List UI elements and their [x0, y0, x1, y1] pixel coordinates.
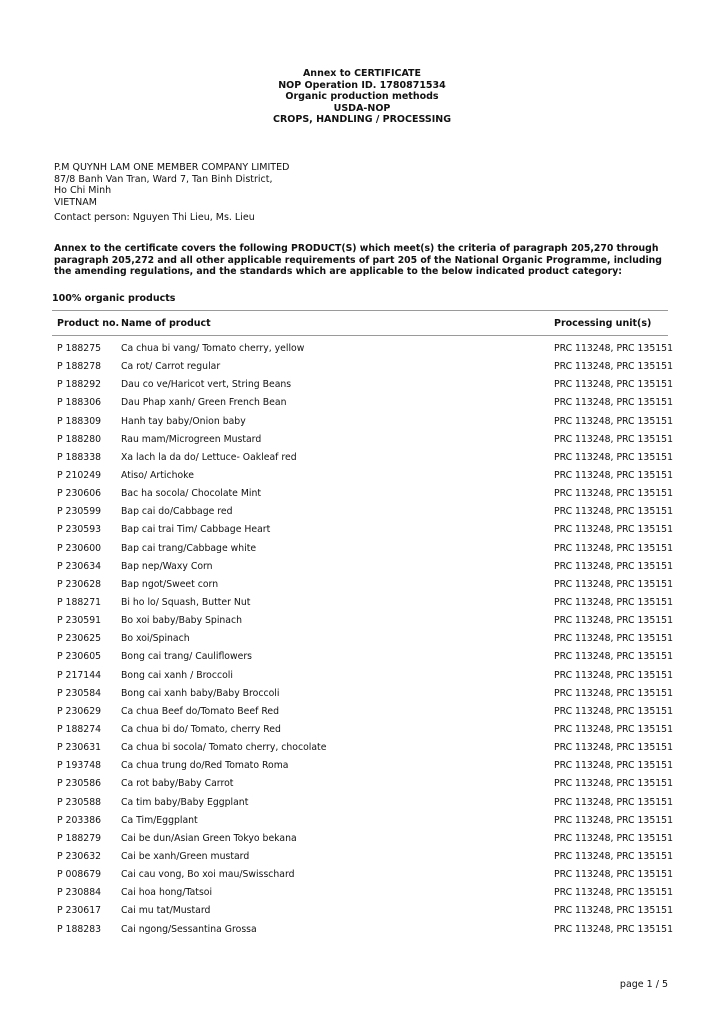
product-number: P 188275: [57, 343, 102, 354]
product-number: P 188309: [57, 415, 102, 427]
company-address: [54, 162, 289, 208]
product-name: Cai hoa hong/Tatsoi: [121, 887, 213, 899]
product-number: P 230625: [57, 633, 102, 645]
product-name: Bac ha socola/ Chocolate Mint: [121, 488, 261, 500]
processing-units: PRC 113248, PRC 135151: [554, 361, 673, 373]
product-category: 100% organic products: [52, 293, 176, 304]
product-name: Cai ngong/Sessantina Grossa: [121, 923, 257, 935]
processing-units: PRC 113248, PRC 135151: [554, 488, 673, 500]
table-row: [0, 434, 724, 452]
product-name: Ca chua bi socola/ Tomato cherry, chocolate: [121, 742, 327, 754]
header-product-name: Name of product: [121, 318, 211, 329]
processing-units: PRC 113248, PRC 135151: [554, 506, 673, 518]
processing-units: PRC 113248, PRC 135151: [554, 542, 673, 554]
table-row: [0, 833, 724, 851]
processing-units: PRC 113248, PRC 135151: [554, 451, 673, 463]
table-row: [0, 887, 724, 905]
processing-units: PRC 113248, PRC 135151: [554, 669, 673, 681]
company-country: VIETNAM: [54, 196, 97, 208]
product-name: Bi ho lo/ Squash, Butter Nut: [121, 596, 251, 608]
processing-units: PRC 113248, PRC 135151: [554, 433, 673, 445]
header-line: Annex to CERTIFICATE: [302, 68, 422, 79]
table-row: [0, 670, 724, 688]
product-number: P 188292: [57, 379, 102, 391]
product-number: P 008679: [57, 869, 102, 881]
processing-units: PRC 113248, PRC 135151: [554, 651, 673, 663]
product-number: P 230588: [57, 796, 102, 808]
product-number: P 188271: [57, 596, 102, 608]
table-row: [0, 869, 724, 887]
product-number: P 230591: [57, 615, 102, 627]
table-row: [0, 797, 724, 815]
table-row: [0, 561, 724, 579]
product-name: Ca chua bi vang/ Tomato cherry, yellow: [121, 343, 305, 354]
table-row: [0, 706, 724, 724]
header-line: NOP Operation ID. 1780871534: [278, 79, 446, 91]
intro-paragraph: Annex to the certificate covers the following PRODUCT(S) which meet(s) the criteria of paragraph 205,270 through paragraph 205,272 and all other applicable requirements of part 205 of the National Organic Programme, including the amending regulations, and the standards which are applicable to the below indicated product category:: [54, 243, 662, 277]
header-processing-units: Processing unit(s): [554, 318, 652, 329]
table-row: [0, 597, 724, 615]
product-name: Xa lach la da do/ Lettuce- Oakleaf red: [121, 451, 297, 463]
company-city: Ho Chi Minh: [54, 185, 112, 196]
product-name: Cai mu tat/Mustard: [121, 905, 211, 917]
table-row: [0, 815, 724, 833]
table-row: [0, 924, 724, 942]
product-number: P 230599: [57, 506, 102, 518]
processing-units: PRC 113248, PRC 135151: [554, 524, 673, 536]
product-name: Cai be xanh/Green mustard: [121, 850, 250, 862]
product-name: Bap ngot/Sweet corn: [121, 578, 219, 590]
product-number: P 230617: [57, 905, 102, 917]
processing-units: PRC 113248, PRC 135151: [554, 560, 673, 572]
processing-units: PRC 113248, PRC 135151: [554, 923, 673, 935]
table-row: [0, 778, 724, 796]
page-number: page 1 / 5: [619, 979, 668, 990]
table-row: [0, 905, 724, 923]
product-name: Rau mam/Microgreen Mustard: [121, 433, 262, 445]
processing-units: PRC 113248, PRC 135151: [554, 814, 673, 826]
header-product-no: Product no.: [57, 318, 120, 329]
product-name: Cai be dun/Asian Green Tokyo bekana: [121, 832, 297, 844]
processing-units: PRC 113248, PRC 135151: [554, 723, 673, 735]
certificate-header: [0, 68, 724, 126]
product-number: P 230629: [57, 705, 102, 717]
product-name: Ca chua trung do/Red Tomato Roma: [121, 760, 289, 772]
processing-units: PRC 113248, PRC 135151: [554, 778, 673, 790]
product-number: P 217144: [57, 669, 102, 681]
product-name: Bong cai xanh / Broccoli: [121, 669, 233, 681]
processing-units: PRC 113248, PRC 135151: [554, 796, 673, 808]
processing-units: PRC 113248, PRC 135151: [554, 905, 673, 917]
product-name: Hanh tay baby/Onion baby: [121, 415, 246, 427]
table-row: [0, 416, 724, 434]
processing-units: PRC 113248, PRC 135151: [554, 379, 673, 391]
product-number: P 230632: [57, 850, 102, 862]
processing-units: PRC 113248, PRC 135151: [554, 615, 673, 627]
table-row: [0, 760, 724, 778]
header-line: USDA-NOP: [333, 102, 391, 114]
processing-units: PRC 113248, PRC 135151: [554, 869, 673, 881]
product-name: Ca chua Beef do/Tomato Beef Red: [121, 705, 279, 717]
table-header-rule: [52, 335, 668, 336]
processing-units: PRC 113248, PRC 135151: [554, 469, 673, 481]
product-number: P 230584: [57, 687, 102, 699]
product-number: P 188338: [57, 451, 102, 463]
processing-units: PRC 113248, PRC 135151: [554, 887, 673, 899]
table-row: [0, 506, 724, 524]
contact-person: Contact person: Nguyen Thi Lieu, Ms. Lieu: [54, 212, 255, 223]
table-row: [0, 343, 724, 361]
product-number: P 230606: [57, 488, 102, 500]
table-row: [0, 688, 724, 706]
product-name: Bo xoi/Spinach: [121, 633, 190, 645]
product-number: P 230628: [57, 578, 102, 590]
table-row: [0, 470, 724, 488]
processing-units: PRC 113248, PRC 135151: [554, 596, 673, 608]
product-number: P 193748: [57, 760, 102, 772]
product-number: P 188283: [57, 923, 102, 935]
table-row: [0, 724, 724, 742]
product-number: P 230586: [57, 778, 102, 790]
processing-units: PRC 113248, PRC 135151: [554, 742, 673, 754]
product-name: Bap nep/Waxy Corn: [121, 560, 213, 572]
processing-units: PRC 113248, PRC 135151: [554, 760, 673, 772]
table-row: [0, 742, 724, 760]
processing-units: PRC 113248, PRC 135151: [554, 633, 673, 645]
table-row: [0, 633, 724, 651]
product-number: P 188278: [57, 361, 102, 373]
product-name: Ca tim baby/Baby Eggplant: [121, 796, 249, 808]
processing-units: PRC 113248, PRC 135151: [554, 832, 673, 844]
product-number: P 230884: [57, 887, 102, 899]
processing-units: PRC 113248, PRC 135151: [554, 687, 673, 699]
product-number: P 188280: [57, 433, 102, 445]
product-name: Dau co ve/Haricot vert, String Beans: [121, 379, 292, 391]
product-number: P 230631: [57, 742, 102, 754]
processing-units: PRC 113248, PRC 135151: [554, 850, 673, 862]
table-row: [0, 543, 724, 561]
table-row: [0, 615, 724, 633]
product-name: Bap cai do/Cabbage red: [121, 506, 233, 518]
product-number: P 203386: [57, 814, 102, 826]
processing-units: PRC 113248, PRC 135151: [554, 343, 673, 354]
processing-units: PRC 113248, PRC 135151: [554, 397, 673, 409]
product-name: Ca rot/ Carrot regular: [121, 361, 221, 373]
product-number: P 188279: [57, 832, 102, 844]
product-name: Dau Phap xanh/ Green French Bean: [121, 397, 287, 409]
product-name: Bong cai xanh baby/Baby Broccoli: [121, 687, 280, 699]
table-row: [0, 579, 724, 597]
product-number: P 230600: [57, 542, 102, 554]
product-name: Bong cai trang/ Cauliflowers: [121, 651, 252, 663]
processing-units: PRC 113248, PRC 135151: [554, 578, 673, 590]
product-table-body: [0, 343, 724, 942]
product-name: Bap cai trai Tim/ Cabbage Heart: [121, 524, 271, 536]
table-row: [0, 361, 724, 379]
header-line: Organic production methods: [285, 91, 439, 102]
product-name: Ca rot baby/Baby Carrot: [121, 778, 234, 790]
company-street: 87/8 Banh Van Tran, Ward 7, Tan Binh District,: [54, 173, 273, 185]
product-number: P 230593: [57, 524, 102, 536]
product-name: Cai cau vong, Bo xoi mau/Swisschard: [121, 869, 295, 881]
table-row: [0, 488, 724, 506]
product-name: Ca Tim/Eggplant: [121, 814, 198, 826]
table-row: [0, 524, 724, 542]
product-number: P 188306: [57, 397, 102, 409]
product-number: P 210249: [57, 469, 102, 481]
table-row: [0, 379, 724, 397]
product-name: Bap cai trang/Cabbage white: [121, 542, 257, 554]
processing-units: PRC 113248, PRC 135151: [554, 415, 673, 427]
company-name: P.M QUYNH LAM ONE MEMBER COMPANY LIMITED: [54, 162, 290, 173]
processing-units: PRC 113248, PRC 135151: [554, 705, 673, 717]
table-row: [0, 851, 724, 869]
product-number: P 230605: [57, 651, 102, 663]
product-number: P 188274: [57, 723, 102, 735]
product-name: Ca chua bi do/ Tomato, cherry Red: [121, 723, 281, 735]
product-name: Atiso/ Artichoke: [121, 469, 194, 481]
table-row: [0, 397, 724, 415]
product-name: Bo xoi baby/Baby Spinach: [121, 615, 243, 627]
header-line: CROPS, HANDLING / PROCESSING: [273, 114, 451, 125]
product-number: P 230634: [57, 560, 102, 572]
table-row: [0, 452, 724, 470]
table-row: [0, 651, 724, 669]
table-top-rule: [52, 310, 668, 311]
